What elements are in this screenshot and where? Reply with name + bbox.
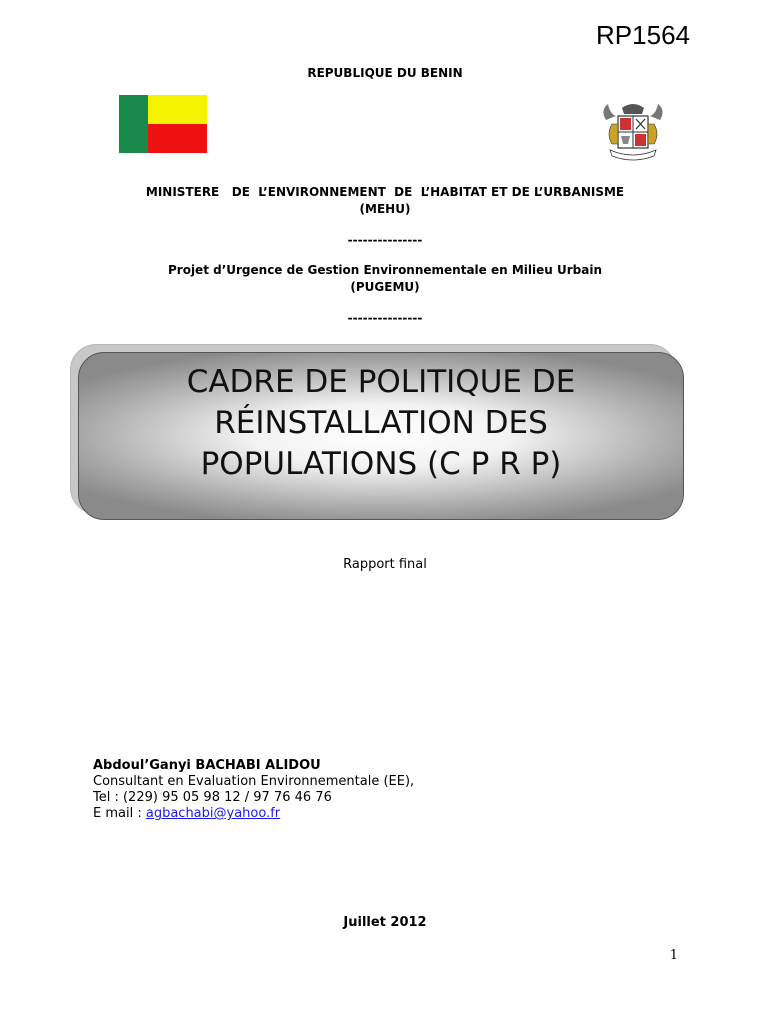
flag-green-band [119,95,148,153]
flag-yellow-band [148,95,207,124]
flag-red-band [148,124,207,153]
ministry-line-2: (MEHU) [359,202,411,216]
author-name: Abdoul’Ganyi BACHABI ALIDOU [93,758,321,773]
author-email-line [93,806,414,822]
title-line-2: RÉINSTALLATION DES [214,405,548,441]
project-heading [0,262,770,296]
page-number: 1 [669,948,678,963]
project-line-1: Projet d’Urgence de Gestion Environnementale en Milieu Urbain [167,263,602,277]
ministry-line-1: MINISTERE DE L’ENVIRONNEMENT DE L’HABITAT ET DE L’URBANISME [145,185,625,199]
document-title [78,362,684,485]
coat-of-arms-icon [598,100,668,164]
title-line-3: POPULATIONS (C P R P) [200,446,562,482]
email-link[interactable]: agbachabi@yahoo.fr [145,806,281,821]
separator-1: --------------- [347,233,423,247]
project-line-2: (PUGEMU) [350,280,420,294]
author-block [93,758,414,822]
author-phone: Tel : (229) 95 05 98 12 / 97 76 46 76 [93,790,332,805]
separator-2: --------------- [347,311,423,325]
report-subtitle: Rapport final [343,557,427,572]
document-code: RP1564 [596,20,690,50]
benin-flag-icon [119,95,207,153]
email-label: E mail : [93,806,146,821]
republic-heading: REPUBLIQUE DU BENIN [307,66,463,80]
author-role: Consultant en Evaluation Environnementale (EE), [93,774,415,789]
ministry-heading [0,184,770,218]
document-date: Juillet 2012 [343,915,427,930]
title-line-1: CADRE DE POLITIQUE DE [186,364,576,400]
